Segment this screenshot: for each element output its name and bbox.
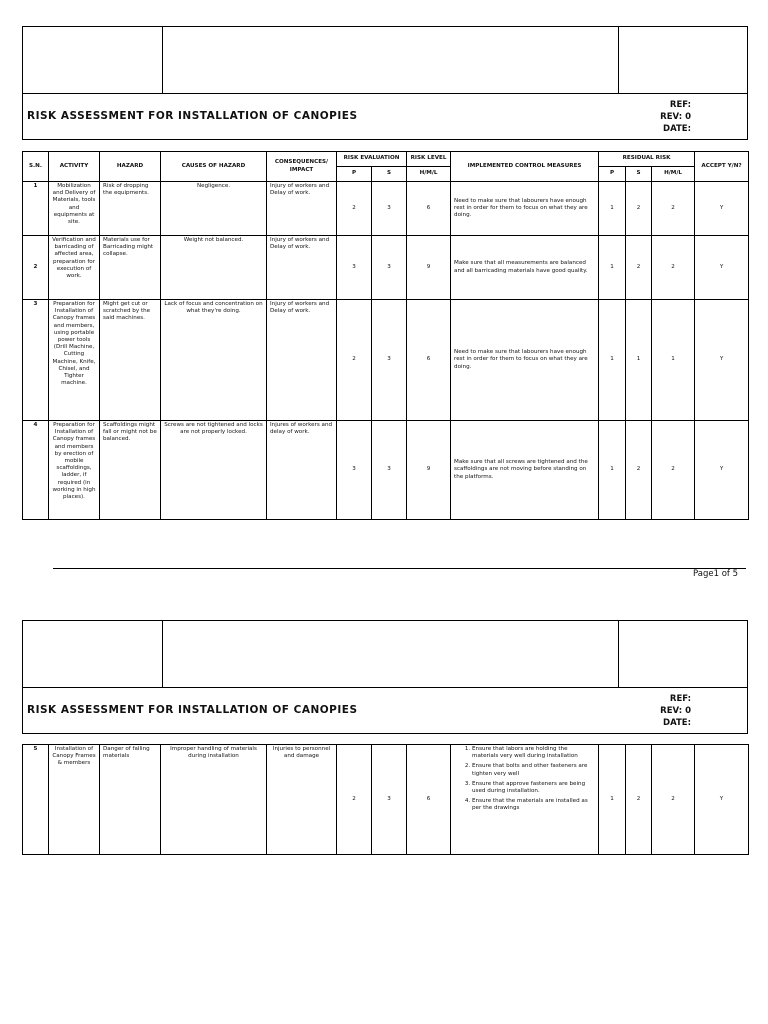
col-control-measures: IMPLEMENTED CONTROL MEASURES — [451, 152, 599, 182]
row-hazard: Materials use for Barricading might collapse. — [100, 236, 161, 300]
col-sn: S.N. — [23, 152, 49, 182]
rev-label: REV: 0 — [660, 112, 691, 122]
ref-block — [660, 693, 691, 729]
page2-header — [22, 620, 748, 734]
row-hazard: Danger of falling materials — [100, 745, 161, 855]
list-item: 3. Ensure that approve fasteners are being used during installation. — [472, 781, 595, 795]
row-causes: Screws are not tightened and locks are not properly locked. — [161, 421, 267, 520]
header-divider-right — [618, 621, 619, 687]
row-level: 6 — [407, 745, 451, 855]
row-activity: Verification and barricading of affected area, preparation for execution of work. — [49, 236, 100, 300]
row-s: 3 — [372, 421, 407, 520]
table-row — [23, 236, 749, 300]
table-row — [23, 182, 749, 236]
row-measures: Make sure that all measurements are balanced and all barricading materials have good quality. — [451, 236, 599, 300]
date-label: DATE: — [663, 718, 691, 728]
header-divider-right — [618, 27, 619, 93]
row-activity: Mobilization and Delivery of Materials, tools and equipments at site. — [49, 182, 100, 236]
row-s: 3 — [372, 182, 407, 236]
row-residual-level: 2 — [652, 182, 695, 236]
row-accept: Y — [695, 182, 749, 236]
measures-list — [454, 746, 595, 813]
row-hazard: Scaffoldings might fall or might not be balanced. — [100, 421, 161, 520]
row-causes: Negligence. — [161, 182, 267, 236]
row-p: 2 — [337, 300, 372, 421]
row-residual-p: 1 — [599, 236, 626, 300]
list-item: 2. Ensure that bolts and other fasteners are tighten very well — [472, 763, 595, 777]
header-top-band — [23, 27, 747, 94]
table-row — [23, 421, 749, 520]
page-number: Page1 of 5 — [693, 569, 738, 579]
col-risk-level: RISK LEVEL — [407, 152, 451, 167]
row-consequences: Injures of workers and delay of work. — [267, 421, 337, 520]
row-sn: 2 — [23, 236, 49, 300]
ref-label: REF: — [669, 694, 691, 704]
row-residual-s: 2 — [626, 182, 652, 236]
document-title: RISK ASSESSMENT FOR INSTALLATION OF CANOPIES — [27, 110, 358, 122]
col-hazard: HAZARD — [100, 152, 161, 182]
row-activity: Installation of Canopy Frames & members — [49, 745, 100, 855]
page1-header — [22, 26, 748, 140]
ref-block — [660, 99, 691, 135]
row-level: 9 — [407, 236, 451, 300]
col-accept: ACCEPT Y/N? — [695, 152, 749, 182]
row-residual-level: 1 — [652, 300, 695, 421]
row-measures: Make sure that all screws are tightened and the scaffoldings are not moving before standing on the platforms. — [451, 421, 599, 520]
row-residual-p: 1 — [599, 745, 626, 855]
row-level: 6 — [407, 182, 451, 236]
risk-assessment-table-page2 — [22, 744, 749, 855]
row-residual-level: 2 — [652, 421, 695, 520]
row-measures: Need to make sure that labourers have enough rest in order for them to focus on what they are doing. — [451, 182, 599, 236]
col-residual-s: S — [626, 167, 652, 182]
list-item: 1. Ensure that labors are holding the materials very well during installation — [472, 746, 595, 760]
row-s: 3 — [372, 236, 407, 300]
header-top-band — [23, 621, 747, 688]
footer-rule — [53, 568, 746, 569]
row-measures — [451, 745, 599, 855]
row-accept: Y — [695, 421, 749, 520]
col-p: P — [337, 167, 372, 182]
row-consequences: Injuries to personnel and damage — [267, 745, 337, 855]
row-residual-s: 2 — [626, 236, 652, 300]
table-row — [23, 300, 749, 421]
row-p: 2 — [337, 745, 372, 855]
col-residual-p: P — [599, 167, 626, 182]
ref-label: REF: — [669, 100, 691, 110]
document-title: RISK ASSESSMENT FOR INSTALLATION OF CANOPIES — [27, 704, 358, 716]
risk-assessment-table — [22, 151, 749, 520]
row-causes: Weight not balanced. — [161, 236, 267, 300]
row-causes: Improper handling of materials during installation — [161, 745, 267, 855]
date-label: DATE: — [663, 124, 691, 134]
col-activity: ACTIVITY — [49, 152, 100, 182]
row-residual-level: 2 — [652, 236, 695, 300]
row-p: 2 — [337, 182, 372, 236]
row-sn: 5 — [23, 745, 49, 855]
header-divider-left — [162, 27, 163, 93]
col-s: S — [372, 167, 407, 182]
row-p: 3 — [337, 421, 372, 520]
row-residual-p: 1 — [599, 300, 626, 421]
table-row — [23, 745, 749, 855]
row-sn: 1 — [23, 182, 49, 236]
row-residual-s: 2 — [626, 745, 652, 855]
col-residual-hml: H/M/L — [652, 167, 695, 182]
row-activity: Preparation for Installation of Canopy frames and members, using portable power tools (Drill Machine, Cutting Machine, Knife, Chisel, and Tighter machine. — [49, 300, 100, 421]
row-level: 6 — [407, 300, 451, 421]
row-consequences: Injury of workers and Delay of work. — [267, 300, 337, 421]
row-activity: Preparation for Installation of Canopy frames and members by erection of mobile scaffoldings, ladder, if required (in working in high places). — [49, 421, 100, 520]
row-residual-s: 1 — [626, 300, 652, 421]
row-hazard: Might get cut or scratched by the said machines. — [100, 300, 161, 421]
header-divider-left — [162, 621, 163, 687]
row-s: 3 — [372, 745, 407, 855]
row-sn: 4 — [23, 421, 49, 520]
row-s: 3 — [372, 300, 407, 421]
row-accept: Y — [695, 745, 749, 855]
row-hazard: Risk of dropping the equipments. — [100, 182, 161, 236]
row-p: 3 — [337, 236, 372, 300]
row-residual-s: 2 — [626, 421, 652, 520]
row-consequences: Injury of workers and Delay of work. — [267, 182, 337, 236]
row-residual-level: 2 — [652, 745, 695, 855]
col-causes: CAUSES OF HAZARD — [161, 152, 267, 182]
list-item: 4. Ensure that the materials are installed as per the drawings — [472, 798, 595, 812]
row-sn: 3 — [23, 300, 49, 421]
row-measures: Need to make sure that labourers have enough rest in order for them to focus on what they are doing. — [451, 300, 599, 421]
rev-label: REV: 0 — [660, 706, 691, 716]
col-consequences: CONSEQUENCES/ IMPACT — [267, 152, 337, 182]
row-level: 9 — [407, 421, 451, 520]
row-accept: Y — [695, 300, 749, 421]
row-residual-p: 1 — [599, 182, 626, 236]
col-risk-evaluation: RISK EVALUATION — [337, 152, 407, 167]
col-hml: H/M/L — [407, 167, 451, 182]
row-residual-p: 1 — [599, 421, 626, 520]
col-residual-risk: RESIDUAL RISK — [599, 152, 695, 167]
row-accept: Y — [695, 236, 749, 300]
row-consequences: Injury of workers and Delay of work. — [267, 236, 337, 300]
row-causes: Lack of focus and concentration on what they're doing. — [161, 300, 267, 421]
